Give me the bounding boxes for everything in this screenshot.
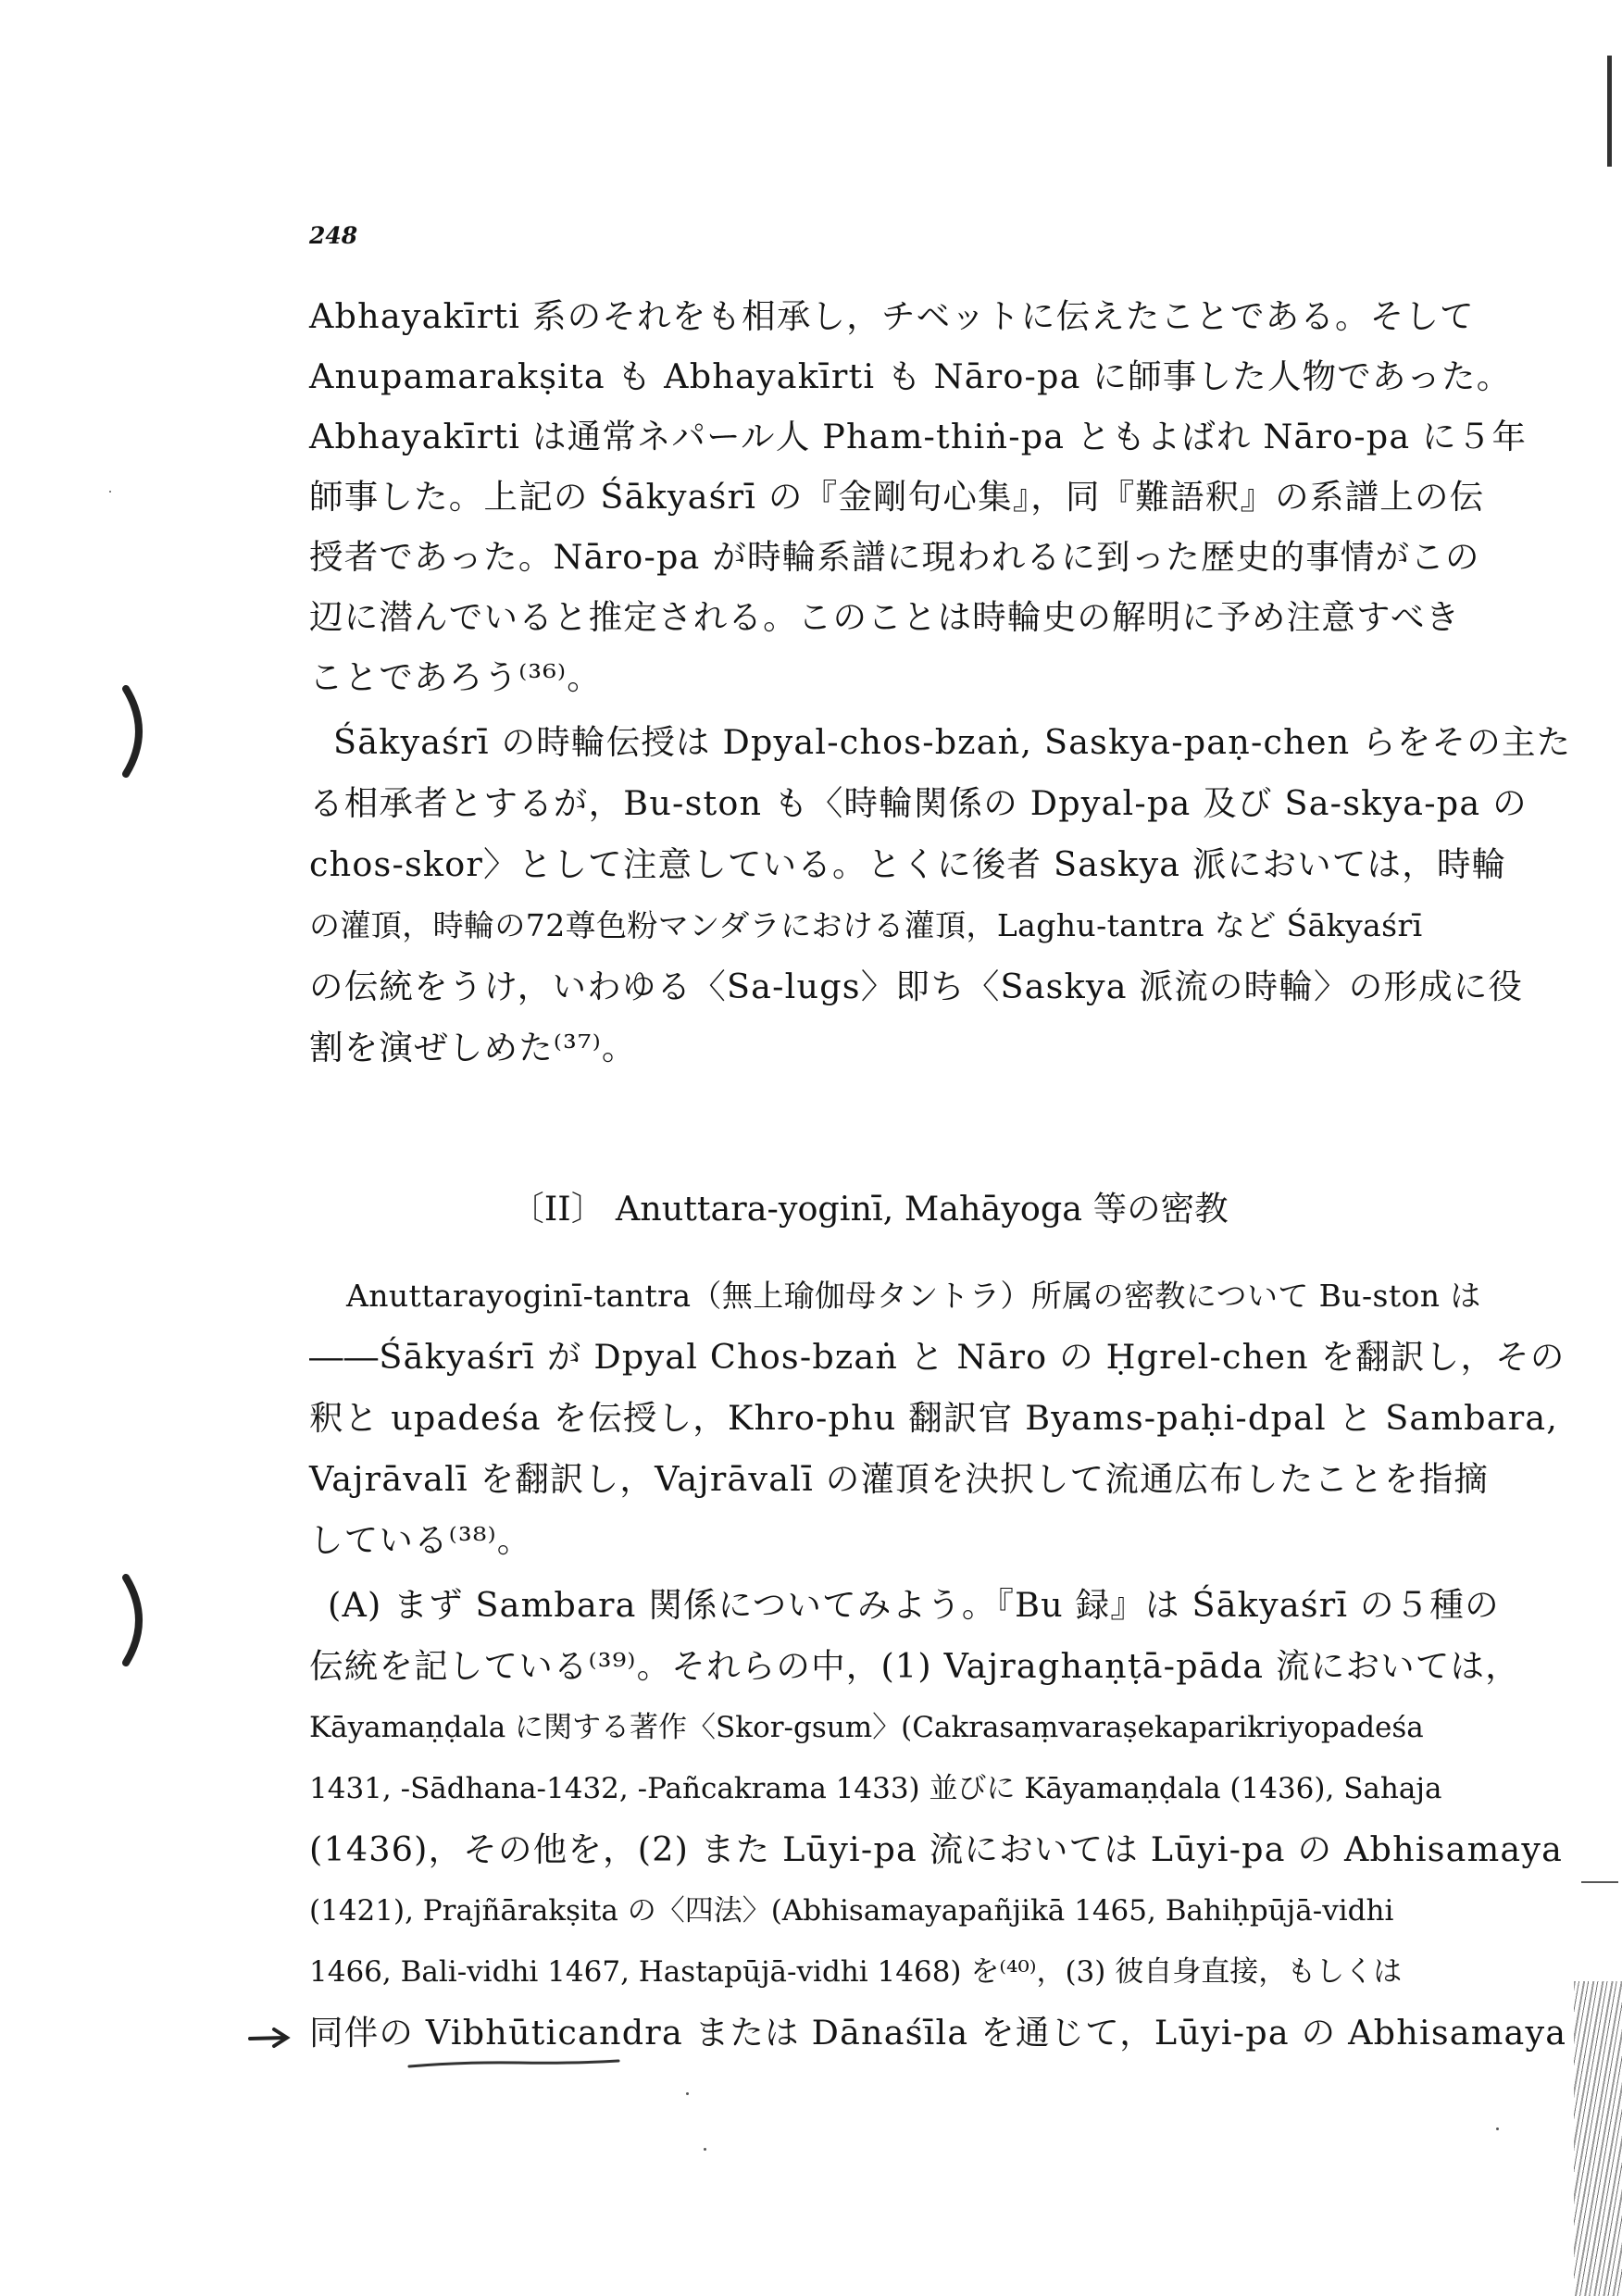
text-line: 1466, Bali-vidhi 1467, Hastapūjā-vidhi 1468) を⁽⁴⁰⁾，(3) 彼自身直接，もしくは <box>309 1955 1403 1989</box>
binding-mark <box>120 685 157 778</box>
text-line: (A) まず Sambara 関係についてみよう。『Bu 録』は Śākyaśrī の５種の <box>328 1585 1500 1625</box>
text-line: の伝統をうけ，いわゆる〈Sa-lugs〉即ち〈Saskya 派流の時輪〉の形成に役 <box>309 967 1524 1006</box>
text-line: 1431, -Sādhana-1432, -Pañcakrama 1433) 並びに Kāyamaṇḍala (1436), Sahaja <box>309 1772 1442 1805</box>
text-line: chos-skor〉として注意している。とくに後者 Saskya 派においては，時輪 <box>309 844 1507 884</box>
text-line: (1421), Prajñārakṣita の〈四法〉(Abhisamayapañjikā 1465, Bahiḥpūjā-vidhi <box>309 1894 1394 1928</box>
text-line: Śākyaśrī の時輪伝授は Dpyal-chos-bzaṅ, Saskya-paṇ-chen らをその主た <box>333 722 1572 762</box>
text-line: ことであろう⁽³⁶⁾。 <box>309 657 602 697</box>
text-line: Abhayakīrti は通常ネパール人 Pham-thiṅ-pa ともよばれ Nāro-pa に５年 <box>309 417 1528 456</box>
scan-speck <box>686 2092 689 2095</box>
text-line: 割を演ぜしめた⁽³⁷⁾。 <box>309 1028 637 1067</box>
text-line: る相承者とするが，Bu-ston も〈時輪関係の Dpyal-pa 及び Sa-skya-pa の <box>309 783 1528 823</box>
text-line: Vajrāvalī を翻訳し，Vajrāvalī の灌頂を決択して流通広布したことを指摘 <box>309 1459 1490 1499</box>
text-line: ――Śākyaśrī が Dpyal Chos-bzaṅ と Nāro の Ḥgrel-chen を翻訳し，その <box>309 1337 1566 1377</box>
text-line: Anupamarakṣita も Abhayakīrti も Nāro-pa に師事した人物であった。 <box>309 356 1512 396</box>
scan-edge-line <box>1581 1881 1618 1883</box>
scan-edge-noise <box>1574 1981 1622 2296</box>
text-line: 伝統を記している⁽³⁹⁾。それらの中，(1) Vajraghaṇṭā-pāda 流においては， <box>309 1646 1520 1686</box>
handwritten-underline <box>407 2057 620 2070</box>
binding-mark <box>120 1574 157 1666</box>
text-line: の灌頂，時輪の72尊色粉マンダラにおける灌頂，Laghu-tantra など Śākyaśrī <box>309 907 1423 943</box>
text-line: (1436)，その他を，(2) また Lūyi-pa 流においては Lūyi-pa の Abhisamaya <box>309 1829 1564 1869</box>
text-line: している⁽³⁸⁾。 <box>309 1520 532 1560</box>
text-line: 辺に潜んでいると推定される。このことは時輪史の解明に予め注意すべき <box>309 597 1461 637</box>
scan-edge-mark <box>1607 56 1612 167</box>
text-line: 同伴の Vibhūticandra または Dānaśīla を通じて，Lūyi-pa の Abhisamaya <box>309 2013 1567 2053</box>
section-heading: 〔II〕 Anuttara-yoginī, Mahāyoga 等の密教 <box>510 1189 1229 1229</box>
handwritten-arrow-icon <box>248 2024 294 2052</box>
text-line: Anuttarayoginī-tantra（無上瑜伽母タントラ）所属の密教について Bu-ston は <box>346 1278 1481 1314</box>
scan-speck <box>109 491 111 493</box>
text-line: 師事した。上記の Śākyaśrī の『金剛句心集』，同『難語釈』の系譜上の伝 <box>309 477 1485 517</box>
text-line: Abhayakīrti 系のそれをも相承し，チベットに伝えたことである。そして <box>309 296 1475 336</box>
text-line: 授者であった。Nāro-pa が時輪系譜に現われるに到った歴史的事情がこの <box>309 537 1480 577</box>
scan-speck <box>1496 2128 1499 2130</box>
page-number: 248 <box>309 222 358 249</box>
text-line: 釈と upadeśa を伝授し，Khro-phu 翻訳官 Byams-paḥi-dpal と Sambara, <box>309 1398 1559 1438</box>
scan-speck <box>704 2148 706 2151</box>
text-line: Kāyamaṇḍala に関する著作〈Skor-gsum〉(Cakrasaṃvaraṣekaparikriyopadeśa <box>309 1711 1424 1744</box>
